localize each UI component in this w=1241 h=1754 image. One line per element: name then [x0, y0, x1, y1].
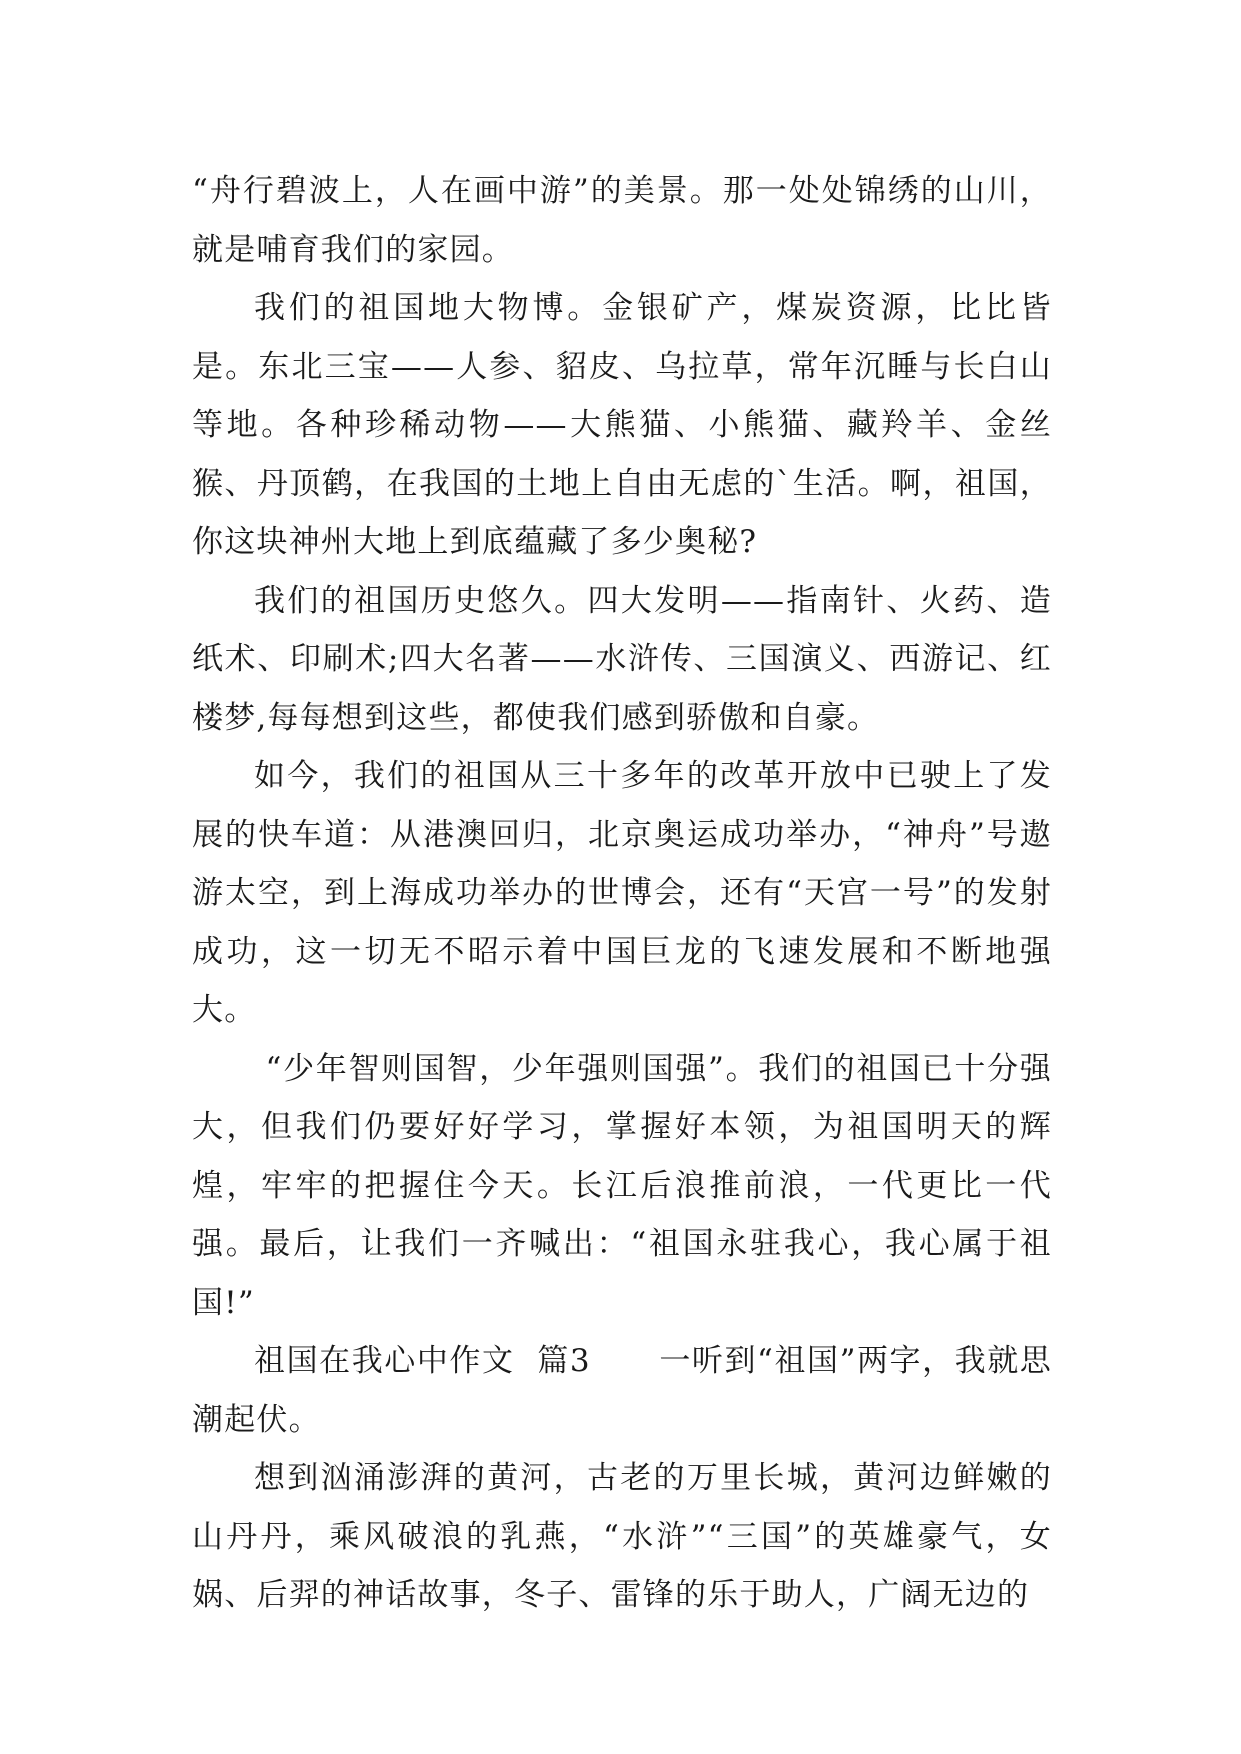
paragraph-1: “舟行碧波上，人在画中游”的美景。那一处处锦绣的山川，就是哺育我们的家园。: [192, 173, 1052, 268]
document-body: [192, 162, 1052, 1625]
paragraph-3: 我们的祖国历史悠久。四大发明——指南针、火药、造纸术、印刷术;四大名著——水浒传、三国演义、西游记、红楼梦,每每想到这些，都使我们感到骄傲和自豪。: [192, 582, 1052, 736]
paragraph-2: 我们的祖国地大物博。金银矿产，煤炭资源，比比皆是。东北三宝——人参、貂皮、乌拉草，常年沉睡与长白山等地。各种珍稀动物——大熊猫、小熊猫、藏羚羊、金丝猴、丹顶鹤，在我国的土地上自由无虑的`生活。啊，祖国，你这块神州大地上到底蕴藏了多少奥秘?: [192, 290, 1052, 560]
paragraph-4: 如今，我们的祖国从三十多年的改革开放中已驶上了发展的快车道：从港澳回归，北京奥运成功举办，“神舟”号遨游太空，到上海成功举办的世博会，还有“天宫一号”的发射成功，这一切无不昭示着中国巨龙的飞速发展和不断地强大。: [192, 758, 1052, 1028]
paragraph-7: 想到汹涌澎湃的黄河，古老的万里长城，黄河边鲜嫩的山丹丹，乘风破浪的乳燕，“水浒”“三国”的英雄豪气，女娲、后羿的神话故事，冬子、雷锋的乐于助人，广阔无边的: [192, 1460, 1052, 1613]
paragraph-6-section-heading: 祖国在我心中作文 篇3 一听到“祖国”两字，我就思潮起伏。: [192, 1343, 1052, 1438]
paragraph-5: “少年智则国智，少年强则国强”。我们的祖国已十分强大，但我们仍要好好学习，掌握好本领，为祖国明天的辉煌，牢牢的把握住今天。长江后浪推前浪，一代更比一代强。最后，让我们一齐喊出：“祖国永驻我心，我心属于祖国!”: [192, 1050, 1052, 1321]
